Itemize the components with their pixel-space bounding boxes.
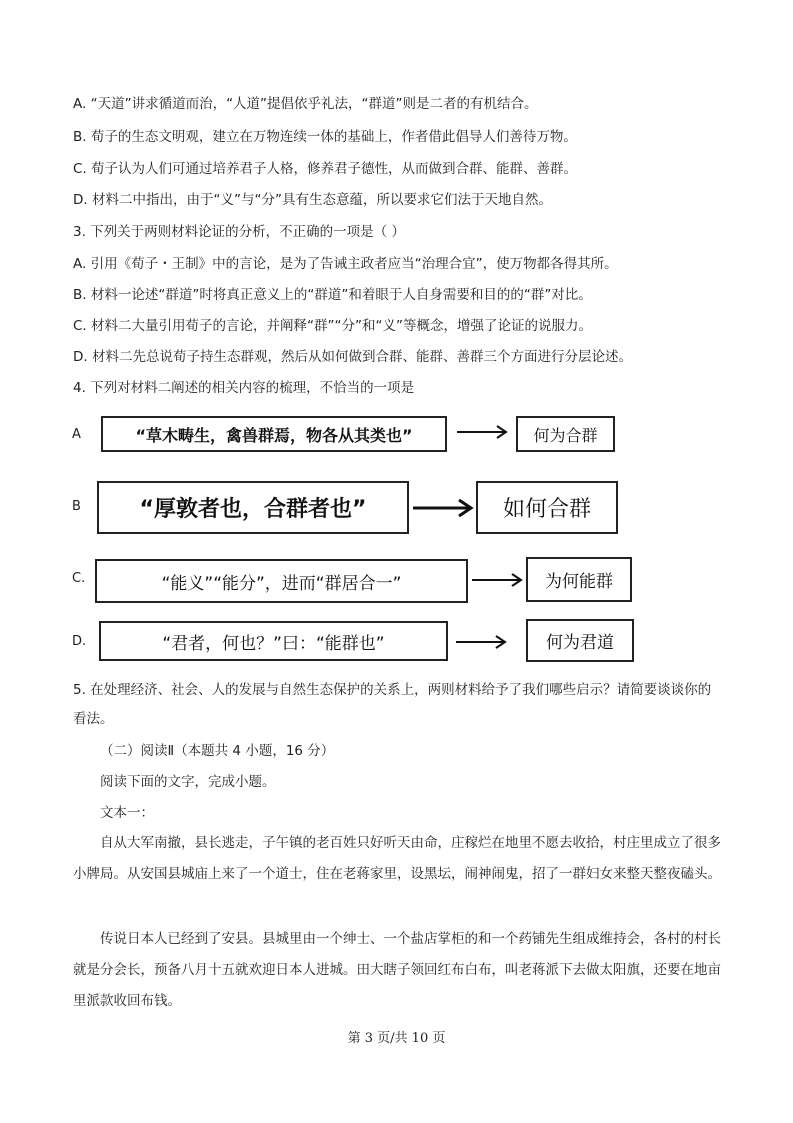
page-footer: 第 3 页/共 10 页 — [347, 1031, 446, 1046]
q4-row-d-quote-box — [99, 621, 448, 661]
q5-text: 5. 在处理经济、社会、人的发展与自然生态保护的关系上，两则材料给予了我们哪些启示？请简要谈谈你的看法。 — [73, 682, 712, 727]
q4-row-c-answer-box — [526, 557, 632, 602]
q3-option-a: A. 引用《荀子・王制》中的言论，是为了告诫主政者应当“治理合宜”，使万物都各得其所。 — [73, 256, 618, 272]
q4-row-b-quote-box — [97, 481, 409, 534]
q4-row-b-quote: “厚敦者也，合群者也” — [139, 497, 367, 522]
q4-row-d-quote: “君者，何也？”曰：“能群也” — [162, 633, 385, 654]
q4-row-c-letter: C. — [72, 571, 86, 586]
q3-option-d: D. 材料二先总说荀子持生态群观，然后从如何做到合群、能群、善群三个方面进行分层论述。 — [73, 349, 632, 365]
q4-row-a-quote: “草木畴生，禽兽群焉，物各从其类也” — [135, 425, 413, 445]
q4-row-a-letter: A — [72, 427, 81, 442]
q4-row-a-answer-box — [516, 416, 615, 452]
q3-stem: 3. 下列关于两则材料论证的分析，不正确的一项是（ ） — [73, 224, 405, 240]
q4-row-d-letter: D. — [72, 634, 87, 649]
arrow-right-icon — [472, 572, 524, 588]
q4-row-d-answer-box — [526, 619, 634, 662]
q3-option-c: C. 材料二大量引用荀子的言论，并阐释“群”“分”和“义”等概念，增强了论证的说服力。 — [73, 318, 592, 334]
q4-stem: 4. 下列对材料二阐述的相关内容的梳理，不恰当的一项是 — [73, 380, 415, 396]
q4-row-b-letter: B — [72, 499, 81, 514]
q4-row-b-answer-box — [476, 481, 618, 534]
section2-text-label: 文本一： — [100, 805, 154, 821]
section2-instruction: 阅读下面的文字，完成小题。 — [100, 774, 276, 790]
arrow-right-icon — [413, 498, 475, 518]
q2-option-b: B. 荀子的生态文明观，建立在万物连续一体的基础上，作者借此倡导人们善待万物。 — [73, 129, 577, 145]
q4-row-d-answer: 何为君道 — [546, 633, 614, 653]
q4-row-a-answer: 何为合群 — [533, 425, 598, 445]
q2-option-a: A. “天道”讲求循道而治，“人道”提倡依乎礼法，“群道”则是二者的有机结合。 — [73, 96, 538, 112]
arrow-right-icon — [456, 634, 508, 650]
arrow-right-icon — [457, 424, 509, 440]
q2-option-c: C. 荀子认为人们可通过培养君子人格，修养君子德性，从而做到合群、能群、善群。 — [73, 161, 578, 177]
q3-option-b: B. 材料一论述“群道”时将真正意义上的“群道”和着眼于人自身需要和目的的“群”对比。 — [73, 287, 592, 303]
section2-heading: （二）阅读Ⅱ（本题共 4 小题，16 分） — [100, 743, 335, 759]
q4-row-c-quote: “能义”“能分”，进而“群居合一” — [161, 573, 402, 594]
q4-row-b-answer: 如何合群 — [502, 497, 591, 522]
section2-paragraph-1: 自从大军南撤，县长逃走，子午镇的老百姓只好听天由命，庄稼烂在地里不愿去收拾，村庄里成立了很多小牌局。从安国县城庙上来了一个道士，住在老蒋家里，设黑坛，闹神闹鬼，招了一群妇女来整天整夜磕头。 — [73, 835, 721, 882]
q4-row-c-answer: 为何能群 — [545, 572, 613, 592]
section2-paragraph-2: 传说日本人已经到了安县。县城里由一个绅士、一个盐店掌柜的和一个药铺先生组成维持会，各村的村长就是分会长，预备八月十五就欢迎日本人进城。田大瞎子领回红布白布，叫老蒋派下去做太阳旗，还要在地亩里派款收回布钱。 — [73, 931, 721, 1009]
q4-row-c-quote-box — [95, 559, 468, 603]
q4-row-a-quote-box — [101, 416, 447, 452]
q2-option-d: D. 材料二中指出，由于“义”与“分”具有生态意蕴，所以要求它们法于天地自然。 — [73, 192, 552, 208]
